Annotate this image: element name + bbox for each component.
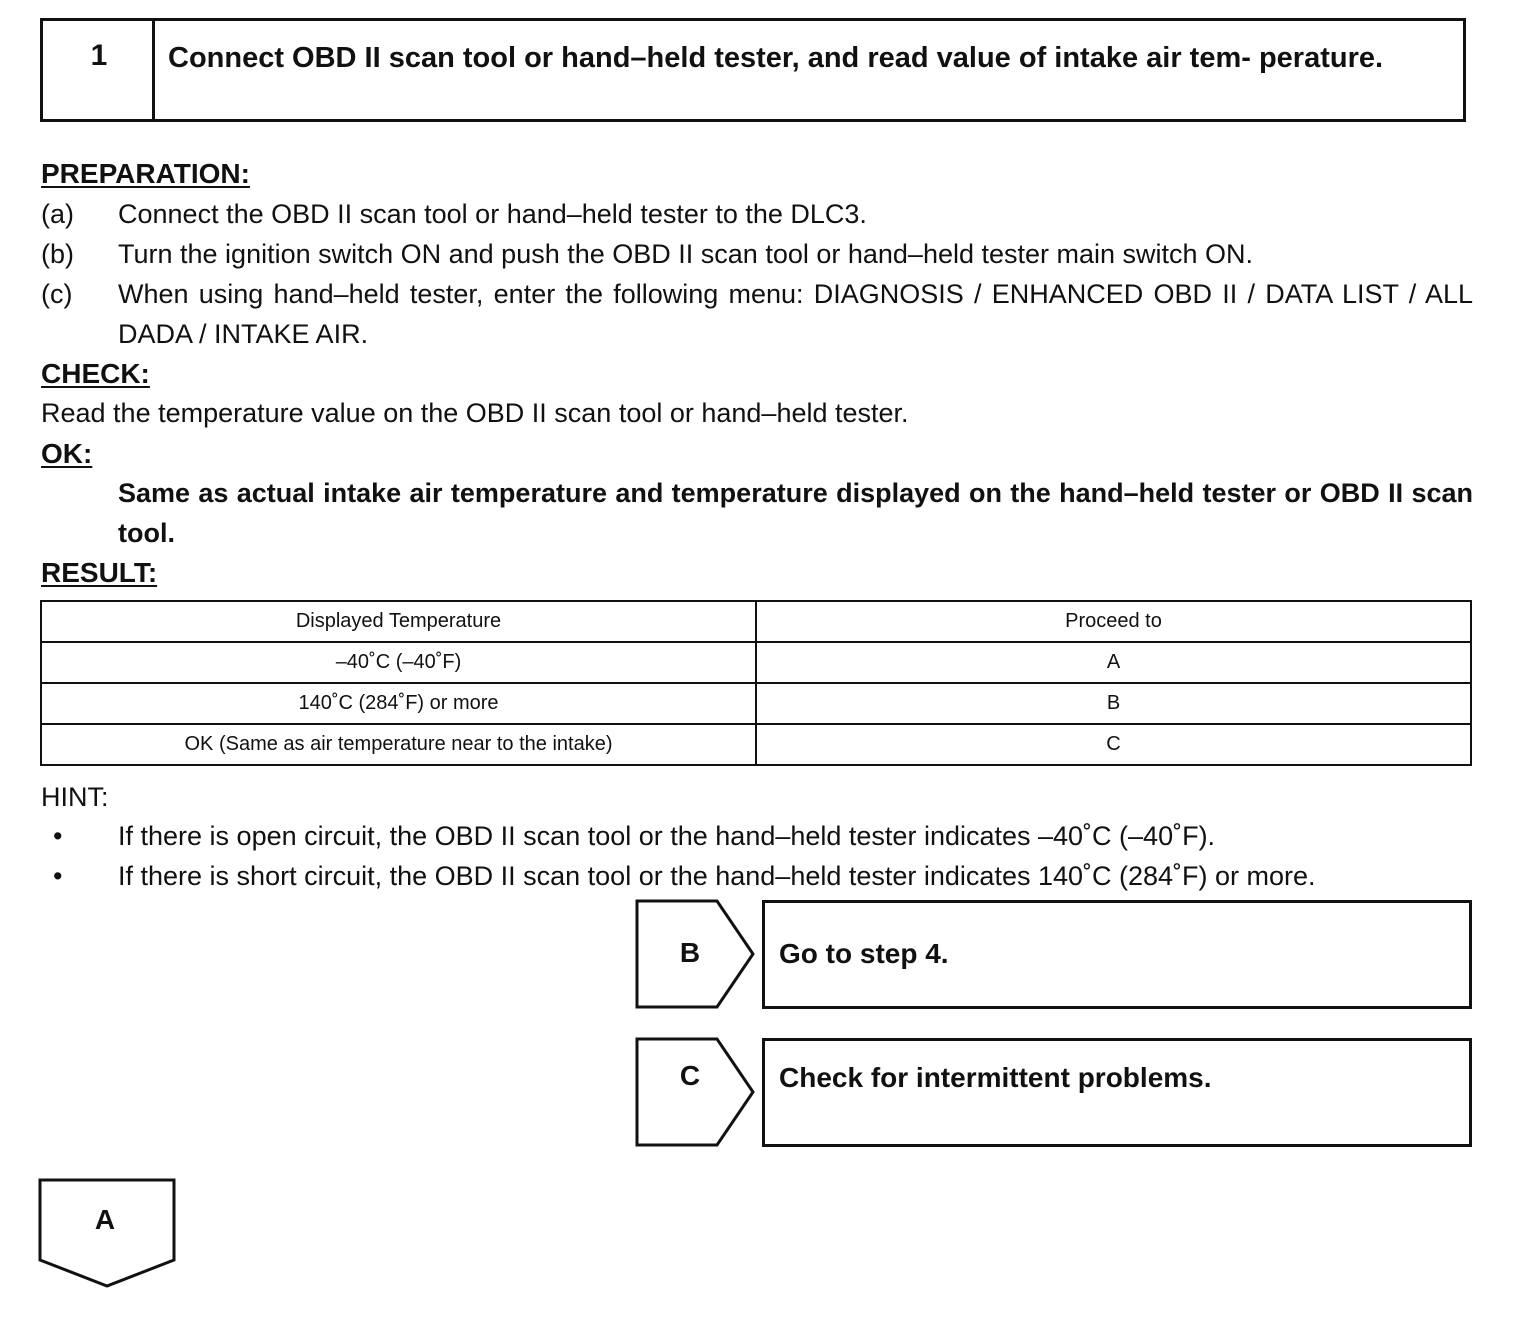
prep-item-a: Connect the OBD II scan tool or hand–held tester to the DLC3. (118, 199, 867, 229)
check-heading: CHECK: (41, 358, 150, 389)
table-cell: B (756, 683, 1471, 724)
step-title: Connect OBD II scan tool or hand–held tester, and read value of intake air tem- perature. (168, 42, 1384, 74)
flow-box-c (762, 1038, 1472, 1147)
preparation-heading: PREPARATION: (41, 158, 250, 189)
flow-box-c-text: Check for intermittent problems. (779, 1062, 1212, 1093)
prep-item-c: When using hand–held tester, enter the following menu: DIAGNOSIS / ENHANCED OBD II / DATA LIST / ALL DADA / INTAKE AIR. (118, 279, 1473, 349)
step-number: 1 (90, 39, 108, 72)
column-header: Displayed Temperature (41, 601, 756, 642)
table-cell: OK (Same as air temperature near to the intake) (41, 724, 756, 765)
ok-heading: OK: (41, 438, 93, 469)
flow-tag-c-arrow-icon (635, 1037, 757, 1149)
column-header: Proceed to (756, 601, 1471, 642)
flow-tag-a-label: A (94, 1204, 116, 1235)
table-row (41, 724, 1471, 765)
hint-item: If there is open circuit, the OBD II scan tool or the hand–held tester indicates –40˚C (–40˚F). (118, 821, 1216, 851)
table-cell: A (756, 642, 1471, 683)
bullet-icon: • (53, 861, 63, 891)
step-number-cell (43, 21, 155, 119)
flow-tag-b-label: B (679, 937, 701, 968)
table-row (41, 642, 1471, 683)
table-cell: C (756, 724, 1471, 765)
prep-marker-a: (a) (41, 199, 74, 229)
table-header-row (41, 601, 1471, 642)
ok-criteria: Same as actual intake air temperature and temperature displayed on the hand–held tester or OBD II scan tool. (118, 478, 1473, 548)
prep-item-b: Turn the ignition switch ON and push the OBD II scan tool or hand–held tester main switch ON. (118, 239, 1254, 269)
result-table (40, 600, 1472, 766)
table-cell: 140˚C (284˚F) or more (41, 683, 756, 724)
bullet-icon: • (53, 821, 63, 851)
flow-box-b-text: Go to step 4. (779, 938, 949, 969)
prep-marker-c: (c) (41, 279, 73, 309)
hint-item: If there is short circuit, the OBD II scan tool or the hand–held tester indicates 140˚C (284˚F) or more. (118, 861, 1316, 891)
prep-marker-b: (b) (41, 239, 74, 269)
table-row (41, 683, 1471, 724)
flow-box-b (762, 900, 1472, 1009)
hint-heading: HINT: (41, 782, 109, 812)
check-text: Read the temperature value on the OBD II scan tool or hand–held tester. (41, 398, 909, 428)
result-heading: RESULT: (41, 557, 158, 588)
table-cell: –40˚C (–40˚F) (41, 642, 756, 683)
flow-tag-c-label: C (679, 1060, 701, 1091)
step-header (40, 18, 1466, 122)
